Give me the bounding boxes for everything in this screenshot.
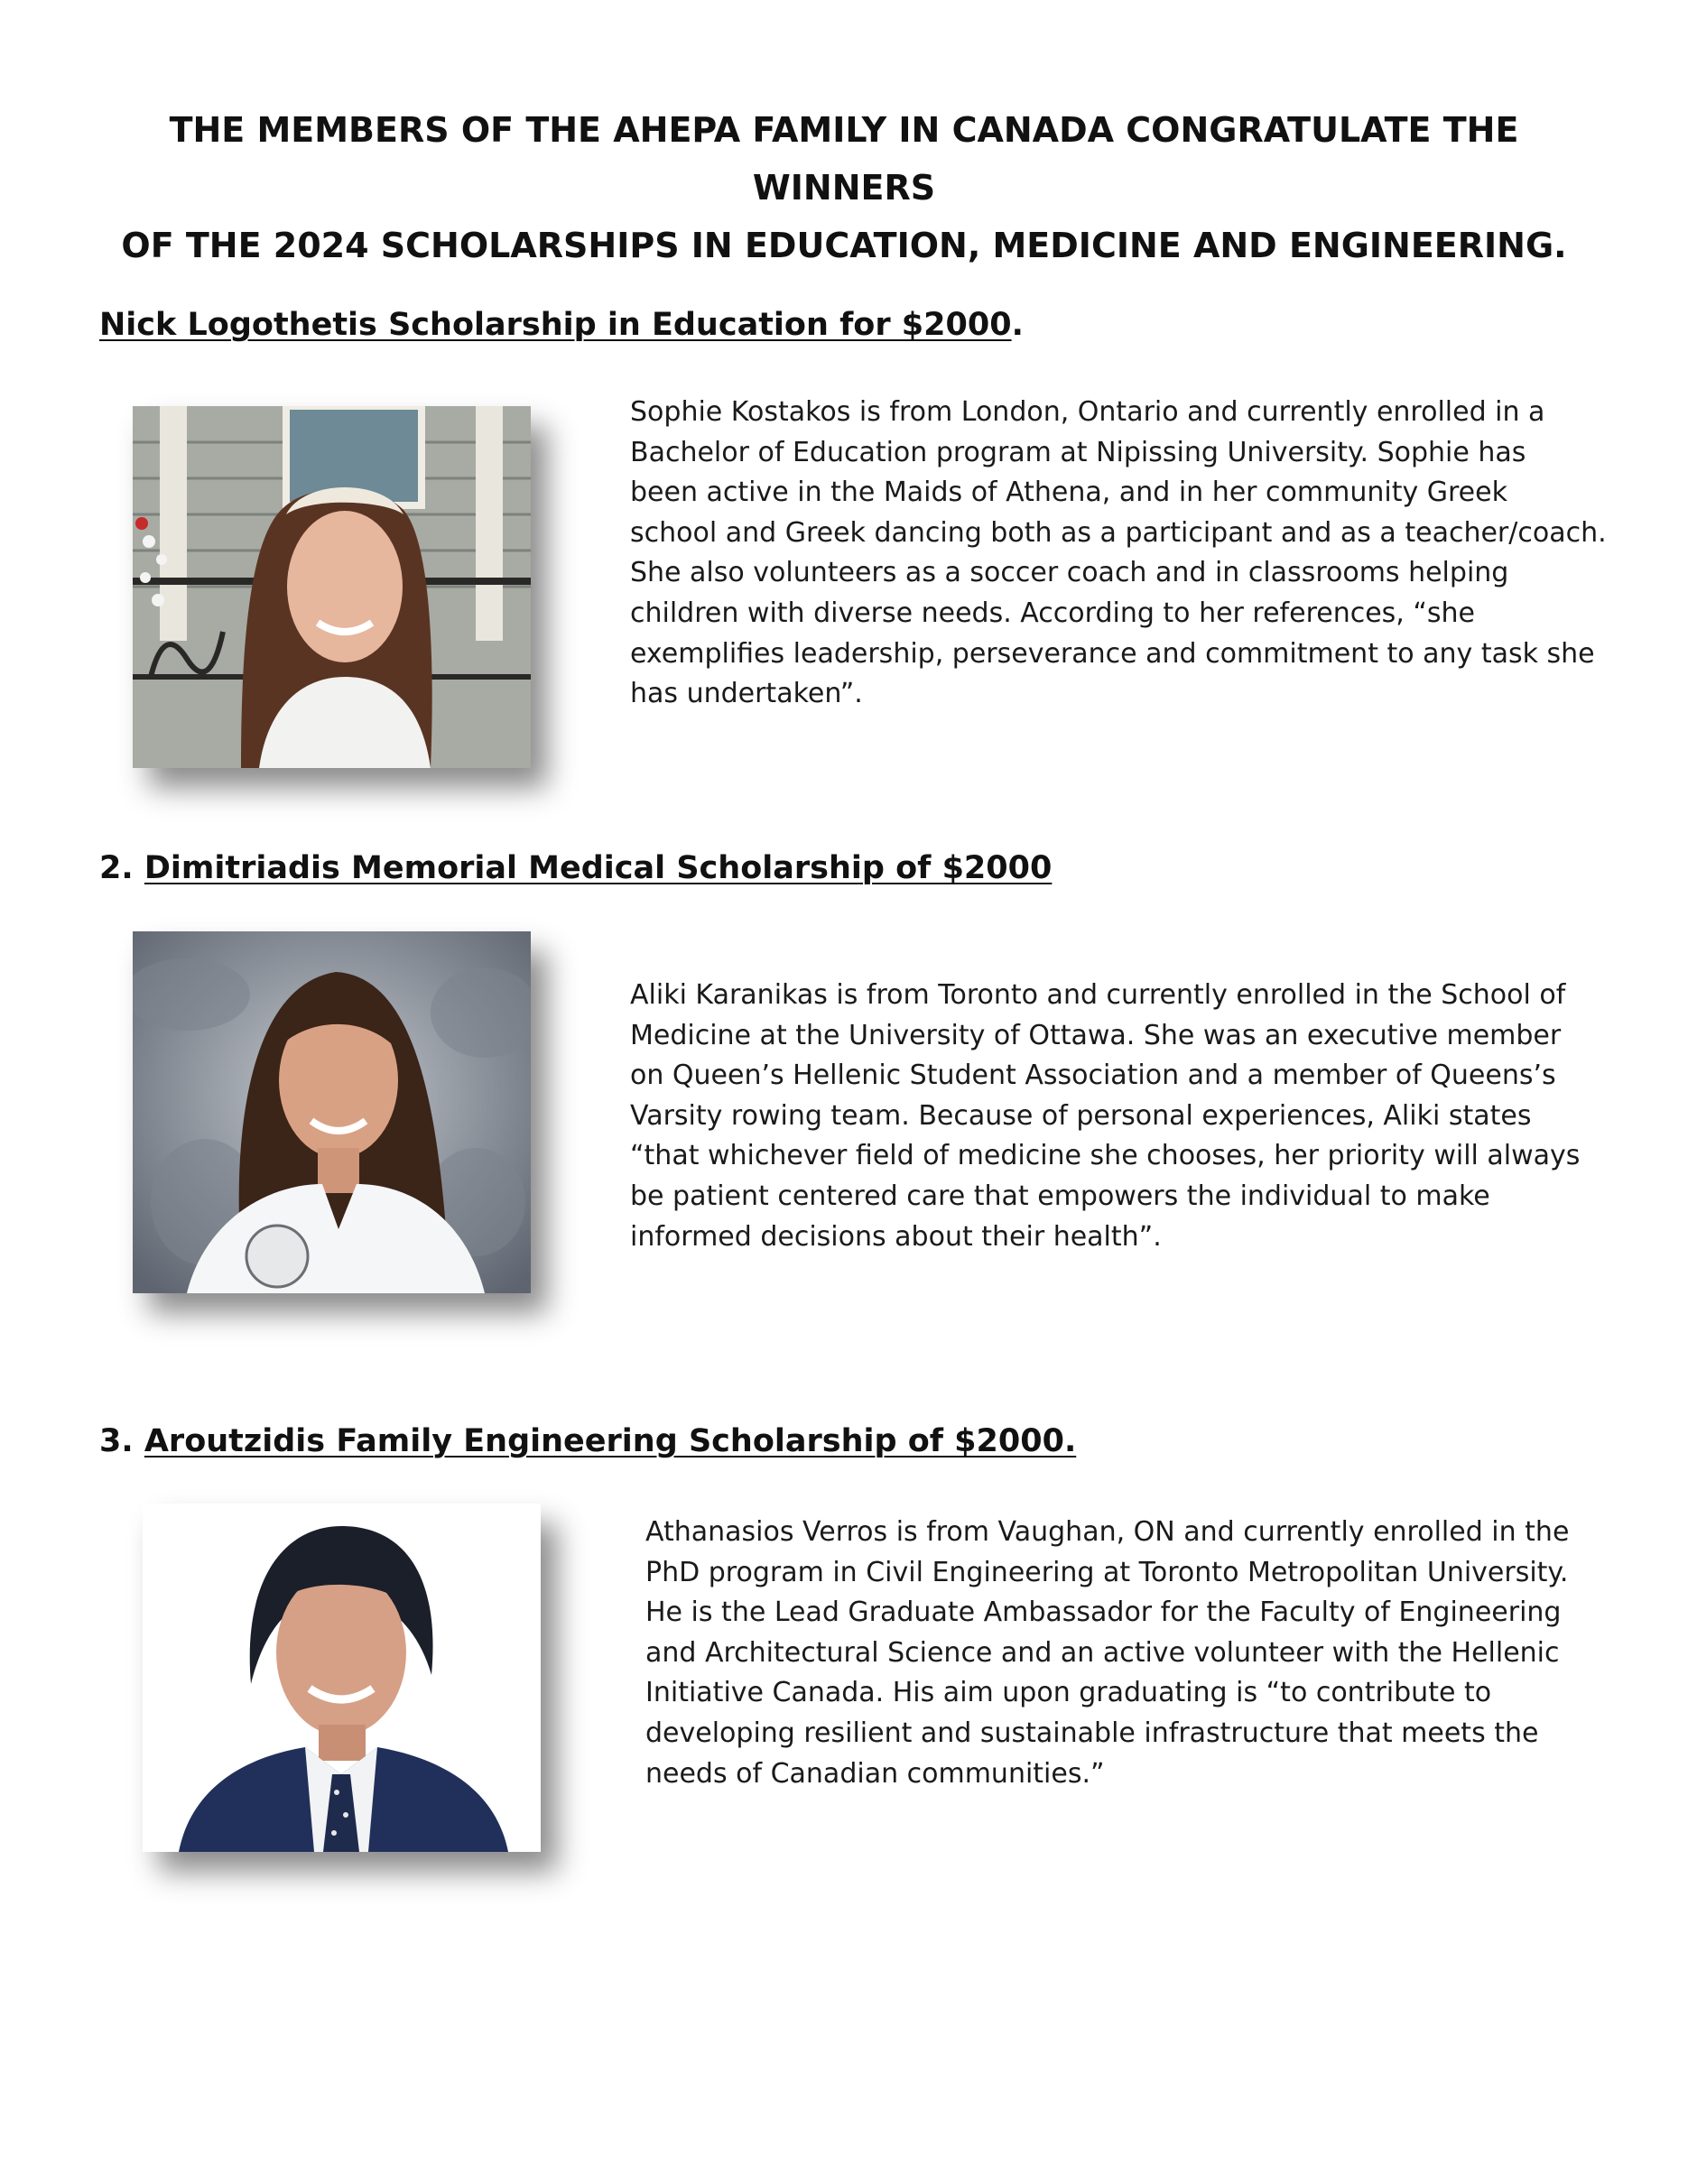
- page-title: [81, 101, 1607, 274]
- athanasios-verros-photo: [143, 1504, 541, 1852]
- section-number: 2.: [99, 850, 144, 886]
- bio-line: developing resilient and sustainable infrastructure that meets the: [645, 1717, 1539, 1749]
- sophie-kostakos-photo: [133, 406, 531, 768]
- page-title-line-2: OF THE 2024 SCHOLARSHIPS IN EDUCATION, MEDICINE AND ENGINEERING.: [121, 226, 1567, 265]
- heading-suffix: .: [1011, 307, 1024, 343]
- bio-line: informed decisions about their health”.: [630, 1220, 1162, 1253]
- bio-line: exemplifies leadership, perseverance and commitment to any task she: [630, 637, 1595, 670]
- bio-line: PhD program in Civil Engineering at Toronto Metropolitan University.: [645, 1556, 1569, 1588]
- bio-line: He is the Lead Graduate Ambassador for the Faculty of Engineering: [645, 1596, 1562, 1629]
- page-title-line-1: THE MEMBERS OF THE AHEPA FAMILY IN CANADA CONGRATULATE THE WINNERS: [169, 110, 1519, 208]
- engineering-scholarship-heading: [99, 1421, 1076, 1461]
- sophie-kostakos-bio: [630, 393, 1607, 715]
- bio-line: Bachelor of Education program at Nipissing University. Sophie has: [630, 436, 1526, 468]
- athanasios-verros-bio: [645, 1513, 1569, 1794]
- bio-line: needs of Canadian communities.”: [645, 1757, 1105, 1790]
- bio-line: Varsity rowing team. Because of personal experiences, Aliki states: [630, 1099, 1532, 1132]
- bio-line: school and Greek dancing both as a participant and as a teacher/coach.: [630, 516, 1607, 549]
- scholarship-title: Dimitriadis Memorial Medical Scholarship of $2000: [144, 850, 1053, 886]
- bio-line: Initiative Canada. His aim upon graduating is “to contribute to: [645, 1677, 1492, 1709]
- education-scholarship-heading: [99, 305, 1024, 345]
- bio-line: “that whichever field of medicine she chooses, her priority will always: [630, 1140, 1581, 1172]
- bio-line: Athanasios Verros is from Vaughan, ON and currently enrolled in the: [645, 1516, 1570, 1548]
- bio-line: be patient centered care that empowers the individual to make: [630, 1180, 1490, 1212]
- scholarship-title: Nick Logothetis Scholarship in Education for $2000: [99, 307, 1012, 343]
- bio-line: She also volunteers as a soccer coach and in classrooms helping: [630, 557, 1509, 589]
- bio-line: Sophie Kostakos is from London, Ontario and currently enrolled in a: [630, 396, 1545, 428]
- medical-scholarship-heading: [99, 848, 1052, 888]
- bio-line: Medicine at the University of Ottawa. She was an executive member: [630, 1019, 1562, 1051]
- aliki-karanikas-bio: [630, 976, 1580, 1257]
- bio-line: been active in the Maids of Athena, and in her community Greek: [630, 477, 1507, 509]
- portrait-image: [143, 1504, 541, 1852]
- bio-line: has undertaken”.: [630, 678, 863, 710]
- aliki-karanikas-photo: [133, 931, 531, 1293]
- scholarship-title: Aroutzidis Family Engineering Scholarship of $2000.: [144, 1423, 1077, 1459]
- bio-line: and Architectural Science and an active volunteer with the Hellenic: [645, 1636, 1560, 1669]
- bio-line: Aliki Karanikas is from Toronto and currently enrolled in the School of: [630, 979, 1566, 1011]
- section-number: 3.: [99, 1423, 144, 1459]
- bio-line: children with diverse needs. According to her references, “she: [630, 597, 1476, 629]
- portrait-image: [133, 406, 531, 768]
- bio-line: on Queen’s Hellenic Student Association and a member of Queens’s: [630, 1060, 1556, 1092]
- portrait-image: [133, 931, 531, 1293]
